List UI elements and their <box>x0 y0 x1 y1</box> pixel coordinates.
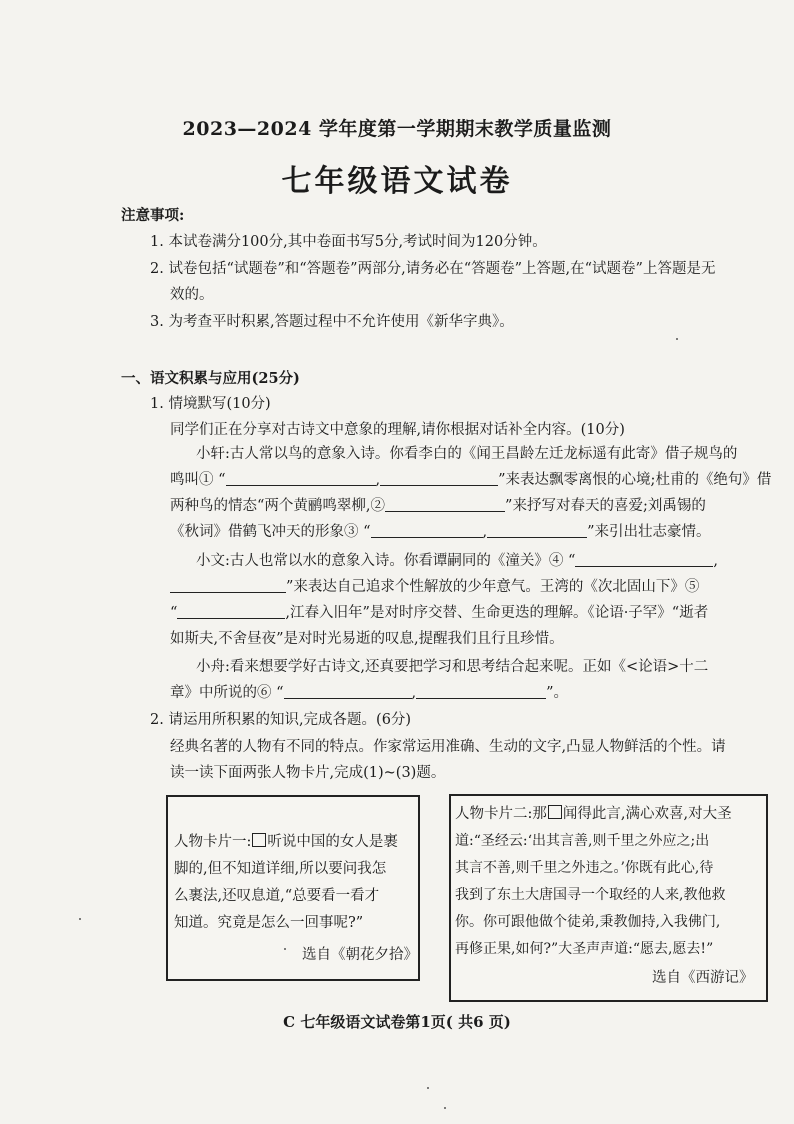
p3-l2-text-b: , <box>411 685 417 701</box>
q2-intro-line1: 经典名著的人物有不同的特点。作家常运用准确、生动的文字,凸显人物鲜活的个性。请 <box>170 739 726 755</box>
card1-line2: 脚的,但不知道详细,所以要问我怎 <box>174 861 387 877</box>
q2-intro-line2: 读一读下面两张人物卡片,完成(1)~(3)题。 <box>170 765 446 781</box>
answer-blank-3a[interactable] <box>371 522 483 538</box>
scan-speck <box>427 1087 429 1089</box>
notice-item-1: 1. 本试卷满分100分,其中卷面书写5分,考试时间为120分钟。 <box>150 234 547 250</box>
answer-blank-1b[interactable] <box>380 470 498 486</box>
scan-speck <box>444 1107 446 1109</box>
p3-l2-text-c: ”。 <box>546 685 569 701</box>
q1-title: 1. 情境默写(10分) <box>150 396 271 412</box>
notice-heading: 注意事项: <box>121 207 185 224</box>
p1-l3-text-a: 两种鸟的情态“两个黄鹂鸣翠柳,② <box>170 498 386 514</box>
p2-line3 <box>170 603 708 623</box>
card2-source: 选自《西游记》 <box>652 970 754 986</box>
exam-title: 七年级语文试卷 <box>281 164 513 199</box>
q1-intro: 同学们正在分享对古诗文中意象的理解,请你根据对话补全内容。(10分) <box>170 422 625 438</box>
missing-name-box-1 <box>252 833 266 847</box>
card2-line1-text: 闻得此言,满心欢喜,对大圣 <box>562 806 732 822</box>
answer-blank-4b[interactable] <box>170 577 286 593</box>
exam-subtitle: 2023—2024 学年度第一学期期末教学质量监测 <box>182 118 612 140</box>
answer-blank-3b[interactable] <box>487 522 587 538</box>
notice-item-3: 3. 为考查平时积累,答题过程中不允许使用《新华字典》。 <box>150 314 514 330</box>
card2-line6: 再修正果,如何?”大圣声声道:“愿去,愿去!” <box>455 941 714 957</box>
answer-blank-5[interactable] <box>177 603 285 619</box>
card2-line2: 道:“圣经云:‘出其言善,则千里之外应之;出 <box>455 833 710 849</box>
card2-line1 <box>455 802 732 827</box>
p2-l1-text-b: , <box>713 553 719 569</box>
card2-line3: 其言不善,则千里之外违之。’你既有此心,待 <box>455 860 714 876</box>
scan-speck <box>284 948 286 950</box>
p1-l2-text-a: 鸣叫① “ <box>170 472 226 488</box>
notice-item-2: 2. 试卷包括“试题卷”和“答题卷”两部分,请务必在“答题卷”上答题,在“试题卷”上答题是无 <box>150 261 716 277</box>
scan-speck <box>79 918 81 920</box>
p1-line1: 小轩:古人常以鸟的意象入诗。你看李白的《闻王昌龄左迁龙标遥有此寄》借子规鸟的 <box>196 446 738 462</box>
p3-line2 <box>170 683 568 703</box>
p2-l1-text-a: 小文:古人也常以水的意象入诗。你看谭嗣同的《潼关》④ “ <box>196 553 576 569</box>
card1-line4: 知道。究竟是怎么一回事呢?” <box>174 915 364 931</box>
card2-label: 人物卡片二:那 <box>455 806 547 822</box>
card1-line1-text: 听说中国的女人是裹 <box>267 834 398 850</box>
p1-line2 <box>170 470 771 490</box>
p1-l3-text-b: ”来抒写对春天的喜爱;刘禹锡的 <box>505 498 706 514</box>
p2-line2 <box>170 577 699 597</box>
card2-line4: 我到了东土大唐国寻一个取经的人来,教他救 <box>455 887 726 903</box>
p1-line3 <box>170 496 706 516</box>
p2-l3-text-b: ,江春入旧年”是对时序交替、生命更迭的理解。《论语·子罕》“逝者 <box>285 605 709 621</box>
section-heading: 一、语文积累与应用(25分) <box>121 370 300 387</box>
p2-l2-text: ”来表达自己追求个性解放的少年意气。王湾的《次北固山下》⑤ <box>286 579 700 595</box>
answer-blank-4a[interactable] <box>575 551 713 567</box>
p1-l4-comma: , <box>482 524 488 540</box>
card1-source: 选自《朝花夕拾》 <box>302 947 418 963</box>
card2-line5: 你。你可跟他做个徒弟,秉教伽持,入我佛门, <box>455 914 721 930</box>
p1-l4-text-b: ”来引出壮志豪情。 <box>587 524 711 540</box>
p1-l4-text-a: 《秋词》借鹤飞冲天的形象③ “ <box>170 524 371 540</box>
missing-name-box-2 <box>548 805 562 819</box>
notice-item-2-cont: 效的。 <box>170 287 214 303</box>
answer-blank-6a[interactable] <box>284 683 412 699</box>
answer-blank-6b[interactable] <box>416 683 546 699</box>
p3-l2-text-a: 章》中所说的⑥ “ <box>170 685 284 701</box>
p1-line4 <box>170 522 711 542</box>
card1-line1 <box>174 830 398 855</box>
p1-l2-text-b: , <box>375 472 381 488</box>
p2-line4: 如斯夫,不舍昼夜”是对时光易逝的叹息,提醒我们且行且珍惜。 <box>170 631 564 647</box>
card1-label: 人物卡片一: <box>174 834 252 850</box>
q2-title: 2. 请运用所积累的知识,完成各题。(6分) <box>150 712 412 728</box>
answer-blank-2[interactable] <box>385 496 505 512</box>
page-footer: C 七年级语文试卷第1页( 共6 页) <box>283 1013 511 1031</box>
answer-blank-1a[interactable] <box>226 470 376 486</box>
p1-l2-text-c: ”来表达飘零离恨的心境;杜甫的《绝句》借 <box>498 472 772 488</box>
card1-line3: 么裹法,还叹息道,“总要看一看才 <box>174 888 380 904</box>
p3-line1: 小舟:看来想要学好古诗文,还真要把学习和思考结合起来呢。正如《<论语>十二 <box>196 659 709 675</box>
p2-l3-text-a: “ <box>170 605 178 621</box>
scan-speck <box>676 338 678 340</box>
p2-line1 <box>196 551 718 571</box>
